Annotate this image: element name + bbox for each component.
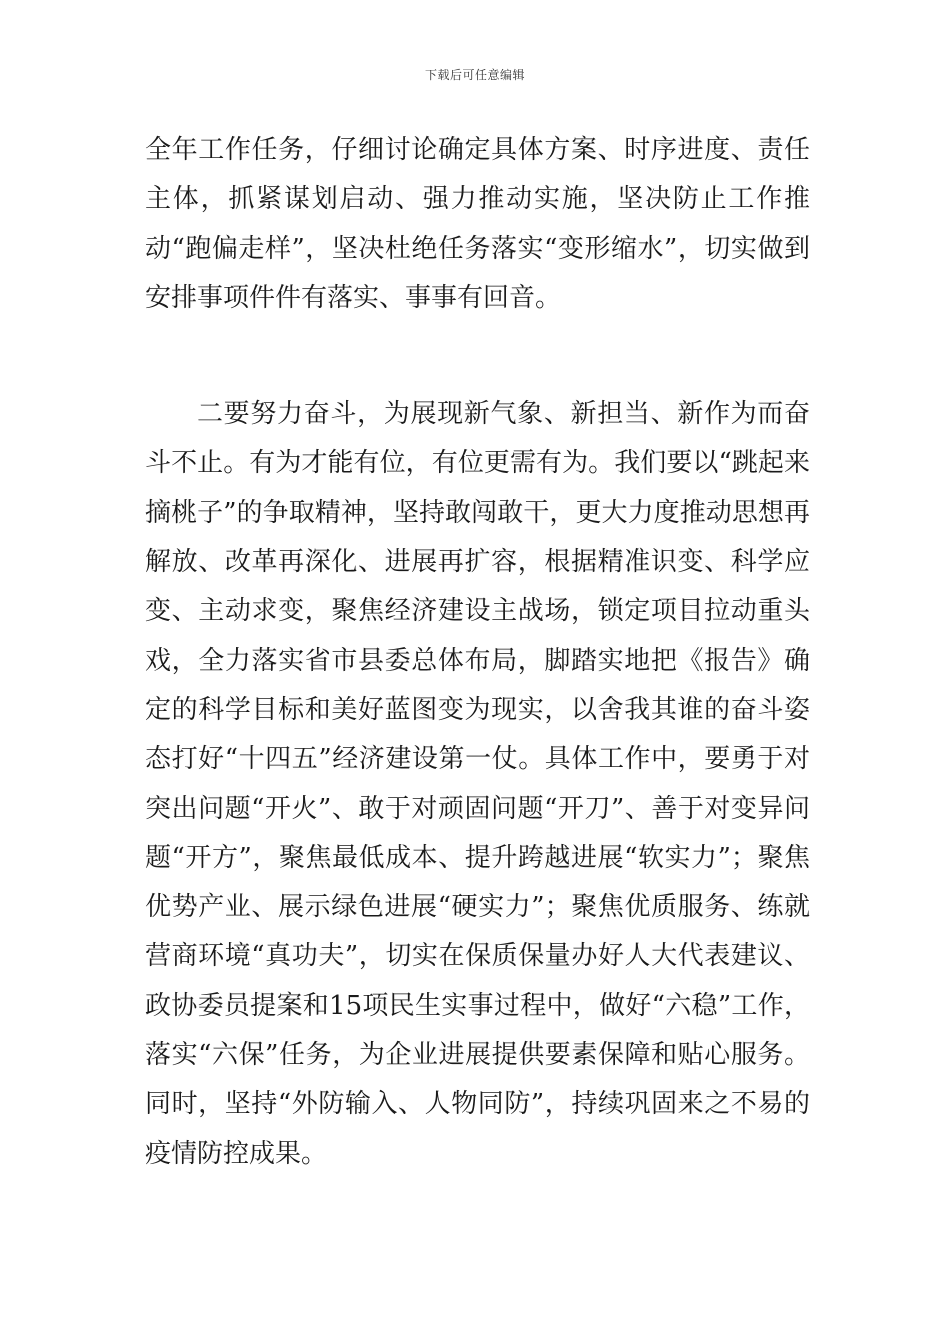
page-header-note: 下载后可任意编辑 — [424, 68, 525, 82]
paragraph-1: 全年工作任务，仔细讨论确定具体方案、时序进度、责任主体，抓紧谋划启动、强力推动实施，坚决防止工作推动“跑偏走样”，坚决杜绝任务落实“变形缩水”，切实做到安排事项件件有落实、事事有回音。 — [145, 135, 810, 313]
document-body — [145, 126, 810, 1179]
paragraph-2: 二要努力奋斗，为展现新气象、新担当、新作为而奋斗不止。有为才能有位，有位更需有为。我们要以“跳起来摘桃子”的争取精神，坚持敢闯敢干，更大力度推动思想再解放、改革再深化、进展再扩容，根据精准识变、科学应变、主动求变，聚焦经济建设主战场，锁定项目拉动重头戏，全力落实省市县委总体布局，脚踏实地把《报告》确定的科学目标和美好蓝图变为现实，以舍我其谁的奋斗姿态打好“十四五”经济建设第一仗。具体工作中，要勇于对突出问题“开火”、敢于对顽固问题“开刀”、善于对变异问题“开方”，聚焦最低成本、提升跨越进展“软实力”；聚焦优势产业、展示绿色进展“硬实力”；聚焦优质服务、练就营商环境“真功夫”，切实在保质保量办好人大代表建议、政协委员提案和15项民生实事过程中，做好“六稳”工作，落实“六保”任务，为企业进展提供要素保障和贴心服务。同时，坚持“外防输入、人物同防”，持续巩固来之不易的疫情防控成果。 — [145, 399, 810, 1169]
paragraph-spacer — [145, 323, 810, 390]
